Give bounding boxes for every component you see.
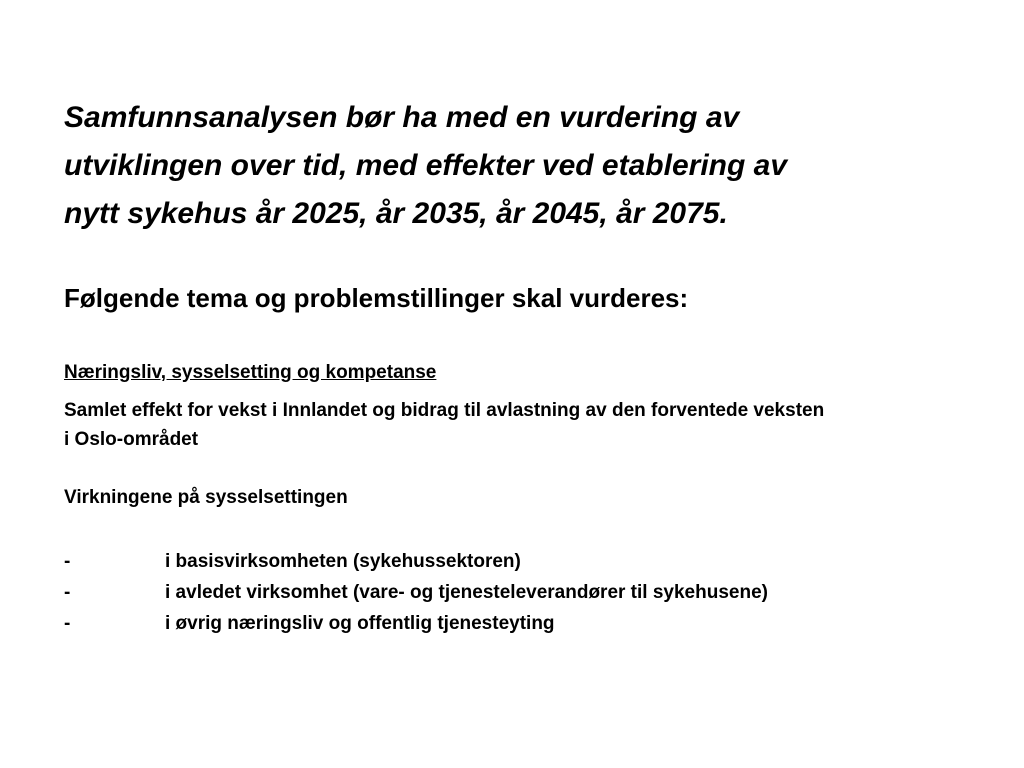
section-title: Næringsliv, sysselsetting og kompetanse <box>64 362 437 383</box>
intro-line: nytt sykehus år 2025, år 2035, år 2045, år 2075. <box>64 197 728 230</box>
section-body-line: Samlet effekt for vekst i Innlandet og bidrag til avlastning av den forventede veksten <box>64 400 825 421</box>
intro-line: utviklingen over tid, med effekter ved etablering av <box>64 149 788 182</box>
bullet-marker: - <box>64 582 71 603</box>
section-body <box>64 396 984 454</box>
bullet-marker: - <box>64 613 71 634</box>
effects-list <box>64 546 964 639</box>
bullet-text: i basisvirksomheten (sykehussektoren) <box>165 551 521 572</box>
bullet-text: i avledet virksomhet (vare- og tjenesteleverandører til sykehusene) <box>165 582 768 603</box>
list-item <box>64 608 964 639</box>
bullet-text: i øvrig næringsliv og offentlig tjenesteyting <box>165 613 555 634</box>
list-item <box>64 546 964 577</box>
effects-title: Virkningene på sysselsettingen <box>64 487 348 508</box>
bullet-marker: - <box>64 551 71 572</box>
list-item <box>64 577 964 608</box>
topics-heading: Følgende tema og problemstillinger skal vurderes: <box>64 283 689 313</box>
section-body-line: i Oslo-området <box>64 429 199 450</box>
intro-line: Samfunnsanalysen bør ha med en vurdering av <box>64 101 740 134</box>
intro-paragraph <box>64 94 964 238</box>
